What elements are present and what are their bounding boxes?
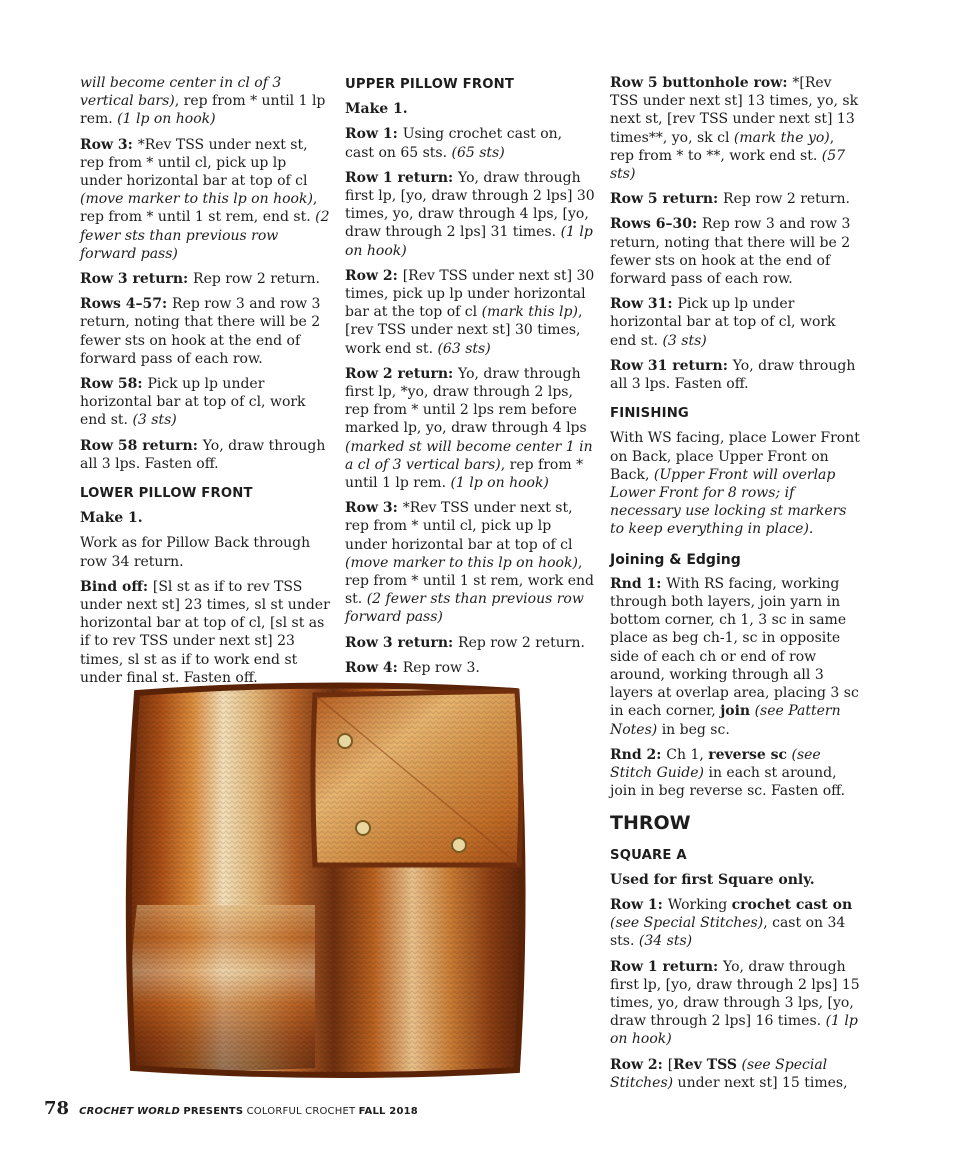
instruction-throw-row-1: Row 1: Working crochet cast on (see Special Stitches), cast on 34 sts. (34 sts) <box>610 896 853 950</box>
instruction-row-58-return: Row 58 return: Yo, draw through all 3 lps. Fasten off. <box>80 437 326 472</box>
instruction-row-31-return: Row 31 return: Yo, draw through all 3 lps. Fasten off. <box>610 357 856 393</box>
button-3 <box>452 838 466 852</box>
column-3 <box>610 74 860 1099</box>
page-number: 78 <box>44 1098 70 1119</box>
button-1 <box>338 734 352 748</box>
instruction-row-5-buttonhole: Row 5 buttonhole row: *[Rev TSS under next st] 13 times, yo, sk next st, [rev TSS under next st] 13 times**, yo, sk cl (mark the yo), rep from * to **, work end st. (57 sts) <box>610 75 859 183</box>
section-heading-square-a: SQUARE A <box>610 847 687 863</box>
section-heading-lower-pillow-front: LOWER PILLOW FRONT <box>80 486 253 502</box>
section-heading-throw: THROW <box>610 812 691 835</box>
column-1 <box>80 74 330 694</box>
instruction-row-3-return: Row 3 return: Rep row 2 return. <box>345 634 585 651</box>
instruction-row-5-return: Row 5 return: Rep row 2 return. <box>610 191 850 208</box>
instruction-finishing: With WS facing, place Lower Front on Back, place Upper Front on Back, (Upper Front will overlap Lower Front for 8 rows; if necessary use locking st markers to keep everything in place). <box>610 430 860 538</box>
section-heading-upper-pillow-front: UPPER PILLOW FRONT <box>345 77 515 92</box>
page-footer <box>44 1098 418 1119</box>
make-count: Make 1. <box>345 101 408 118</box>
instruction-row-31: Row 31: Pick up lp under horizontal bar at top of cl, work end st. (3 sts) <box>610 296 836 349</box>
instruction-row-3: Row 3: *Rev TSS under next st, rep from * until cl, pick up lp under horizontal bar at top of cl (move marker to this lp on hook), rep from * until 1 st rem, end st. (2 fewer sts than previous row forward pass) <box>80 136 330 262</box>
section-heading-finishing: FINISHING <box>610 406 689 422</box>
square-note: Used for first Square only. <box>610 871 815 888</box>
instruction-rnd-1: Rnd 1: With RS facing, working through both layers, join yarn in bottom corner, ch 1, 3 sc in same place as beg ch-1, sc in opposite side of each ch or end of row around, working through all 3 layers at overlap area, placing 3 sc in each corner, join (see Pattern Notes) in beg sc. <box>610 575 859 738</box>
paragraph-continued: will become center in cl of 3 vertical bars), rep from * until 1 lp rem. (1 lp on hook) <box>80 75 326 128</box>
instruction-row-4: Row 4: Rep row 3. <box>345 659 480 676</box>
make-count: Make 1. <box>80 510 143 527</box>
instruction-row-58: Row 58: Pick up lp under horizontal bar at top of cl, work end st. (3 sts) <box>80 376 306 429</box>
instruction-work-as: Work as for Pillow Back through row 34 return. <box>80 535 311 570</box>
section-heading-joining-edging: Joining & Edging <box>610 551 741 568</box>
instruction-row-3-return: Row 3 return: Rep row 2 return. <box>80 271 320 288</box>
instruction-row-1-return: Row 1 return: Yo, draw through first lp, [yo, draw through 2 lps] 30 times, yo, draw through 4 lps, [yo, draw through 2 lps] 31 times. (1 lp on hook) <box>345 169 595 259</box>
instruction-row-1: Row 1: Using crochet cast on, cast on 65 sts. (65 sts) <box>345 126 563 161</box>
instruction-bind-off: Bind off: [Sl st as if to rev TSS under next st] 23 times, sl st under horizontal bar at top of cl, [sl st as if to rev TSS under next st] 23 times, sl st as if to work end st under final st. Fasten off. <box>80 578 330 686</box>
instruction-rows-4-57: Rows 4–57: Rep row 3 and row 3 return, noting that there will be 2 fewer sts on hook at the end of forward pass of each row. <box>80 296 321 367</box>
instruction-row-2: Row 2: [Rev TSS under next st] 30 times, pick up lp under horizontal bar at the top of cl (mark this lp), [rev TSS under next st] 30 times, work end st. (63 sts) <box>345 267 595 357</box>
instruction-row-2-return: Row 2 return: Yo, draw through first lp, *yo, draw through 2 lps, rep from * until 2 lps rem before marked lp, yo, draw through 4 lps (marked st will become center 1 in a cl of 3 vertical bars), rep from * until 1 lp rem. (1 lp on hook) <box>345 365 593 492</box>
button-2 <box>356 821 370 835</box>
instruction-rows-6-30: Rows 6–30: Rep row 3 and row 3 return, noting that there will be 2 fewer sts on hook at the end of forward pass of each row. <box>610 216 851 288</box>
crochet-pillow-photo <box>115 675 535 1085</box>
instruction-row-3: Row 3: *Rev TSS under next st, rep from * until cl, pick up lp under horizontal bar at top of cl (move marker to this lp on hook), rep from * until 1 st rem, work end st. (2 fewer sts than previous row forward pass) <box>345 500 595 626</box>
instruction-throw-row-2: Row 2: [Rev TSS (see Special Stitches) under next st] 15 times, <box>610 1056 848 1091</box>
publication-line: CROCHET WORLD PRESENTS COLORFUL CROCHET FALL 2018 <box>79 1106 418 1117</box>
instruction-throw-row-1-return: Row 1 return: Yo, draw through first lp, [yo, draw through 2 lps] 15 times, yo, draw through 3 lps, [yo, draw through 2 lps] 16 times. (1 lp on hook) <box>610 958 860 1048</box>
column-2 <box>345 74 595 684</box>
instruction-rnd-2: Rnd 2: Ch 1, reverse sc (see Stitch Guide) in each st around, join in beg reverse sc. Fasten off. <box>610 746 846 800</box>
